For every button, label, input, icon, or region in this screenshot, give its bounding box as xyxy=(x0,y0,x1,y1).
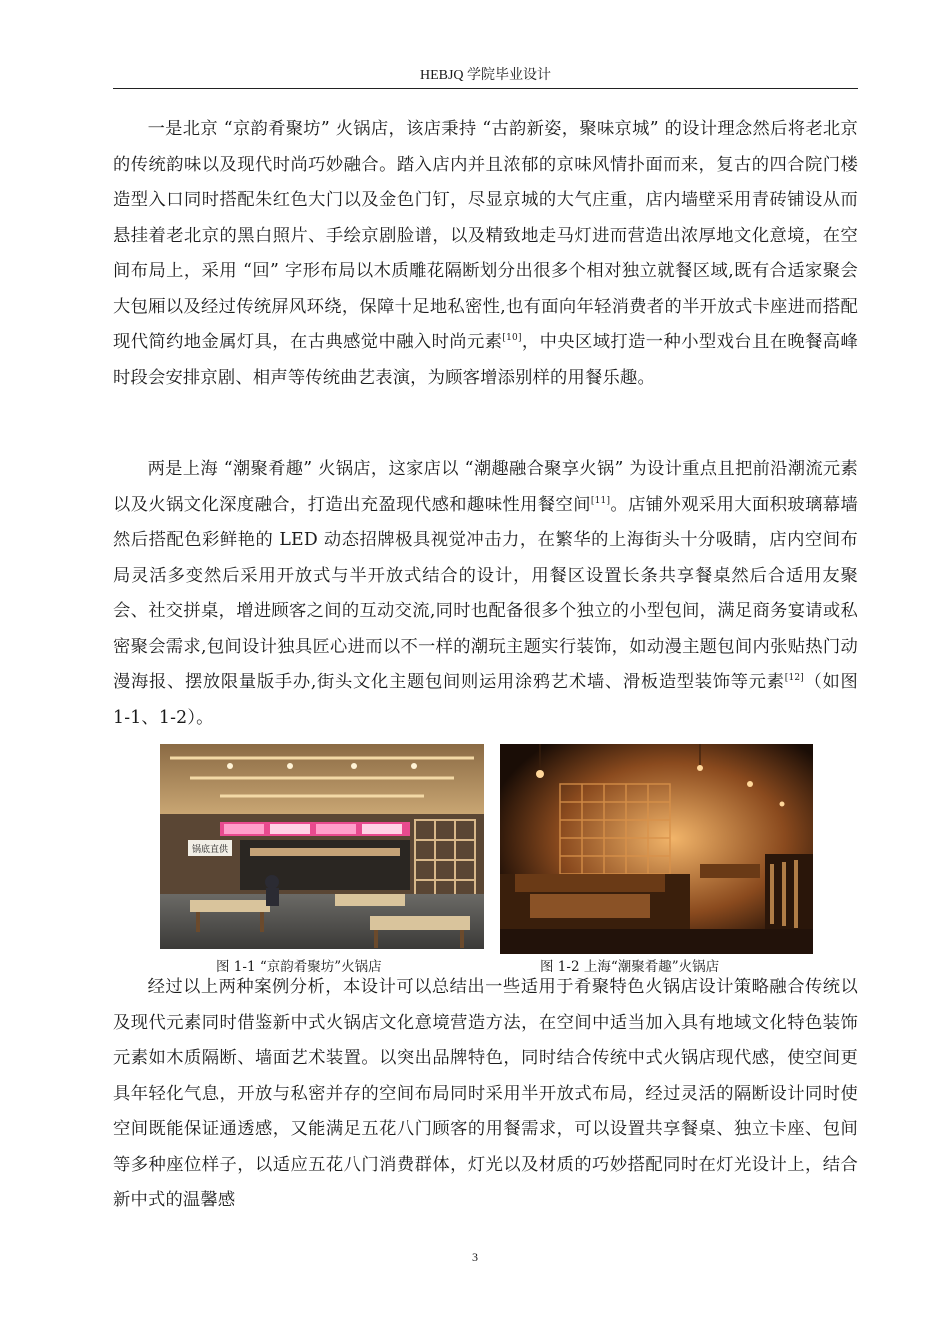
page-number: 3 xyxy=(472,1250,478,1264)
p2-text-b: 。店铺外观采用大面积玻璃幕墙然后搭配色彩鲜艳的 LED 动态招牌极具视觉冲击力，在繁华的上海街头十分吸睛，店内空间布局灵活多变然后采用开放式与半开放式结合的设计，用餐区设置长条共享餐桌然后合适用友聚会、社交拼桌，增进顾客之间的互动交流,同时也配备很多个独立的小型包间，满足商务宴请或私密聚会需求,包间设计独具匠心进而以不一样的潮玩主题实行装饰，如动漫主题包间内张贴热门动漫海报、摆放限量版手办,街头文化主题包间则运用涂鸦艺术墙、滑板造型装饰等元素 xyxy=(113,494,858,692)
figure-1-1-caption: 图 1-1 “京韵肴聚坊”火锅店 xyxy=(216,959,382,975)
citation-12: [12] xyxy=(784,673,805,684)
shanghai-interior-illustration xyxy=(500,744,813,954)
p2-text-c: （如图 1-1、1-2）。 xyxy=(113,672,858,728)
figure-beijing-restaurant-photo xyxy=(160,744,484,949)
citation-10: [10] xyxy=(502,333,522,344)
p3-text: 经过以上两种案例分析，本设计可以总结出一些适用于肴聚特色火锅店设计策略融合传统以及现代元素同时借鉴新中式火锅店文化意境营造方法，在空间中适当加入具有地域文化特色装饰元素如木质隔断、墙面艺术装置。以突出品牌特色，同时结合传统中式火锅店现代感，使空间更具年轻化气息，开放与私密并存的空间布局同时采用半开放式布局，经过灵活的隔断设计同时使空间既能保证通透感，又能满足五花八门顾客的用餐需求，可以设置共享餐桌、独立卡座、包间等多种座位样子，以适应五花八门消费群体，灯光以及材质的巧妙搭配同时在灯光设计上，结合新中式的温馨感 xyxy=(113,977,858,1210)
p1-text-a: 一是北京 “京韵肴聚坊” 火锅店，该店秉持 “古韵新姿，聚味京城” 的设计理念然后将老北京的传统韵味以及现代时尚巧妙融合。踏入店内并且浓郁的京味风情扑面而来，复古的四合院门楼造型入口同时搭配朱红色大门以及金色门钉，尽显京城的大气庄重，店内墙壁采用青砖铺设从而悬挂着老北京的黑白照片、手绘京剧脸谱，以及精致地走马灯进而营造出浓厚地文化意境，在空间布局上，采用 “回” 字形布局以木质雕花隔断划分出很多个相对独立就餐区域,既有合适家聚会大包厢以及经过传统屏风环绕，保障十足地私密性,也有面向年轻消费者的半开放式卡座进而搭配现代简约地金属灯具，在古典感觉中融入时尚元素 xyxy=(113,119,858,352)
figure-1-2-caption: 图 1-2 上海“潮聚肴趣”火锅店 xyxy=(540,959,720,975)
paragraph-shanghai-case xyxy=(113,452,858,736)
paragraph-summary xyxy=(113,970,858,1219)
figure-shanghai-restaurant-photo xyxy=(500,744,813,954)
header-title: HEBJQ 学院毕业设计 xyxy=(419,68,552,83)
citation-11: [11] xyxy=(590,495,611,506)
restaurant-sign-text: 锅底直供 xyxy=(191,845,229,855)
beijing-interior-illustration xyxy=(160,744,484,949)
page-header xyxy=(113,64,858,89)
p2-text-a: 两是上海 “潮聚肴趣” 火锅店，这家店以 “潮趣融合聚享火锅” 为设计重点且把前沿潮流元素以及火锅文化深度融合，打造出充盈现代感和趣味性用餐空间 xyxy=(113,459,858,515)
paragraph-beijing-case xyxy=(113,112,858,396)
p1-text-b: ，中央区域打造一种小型戏台且在晚餐高峰时段会安排京剧、相声等传统曲艺表演，为顾客增添别样的用餐乐趣。 xyxy=(113,332,858,388)
